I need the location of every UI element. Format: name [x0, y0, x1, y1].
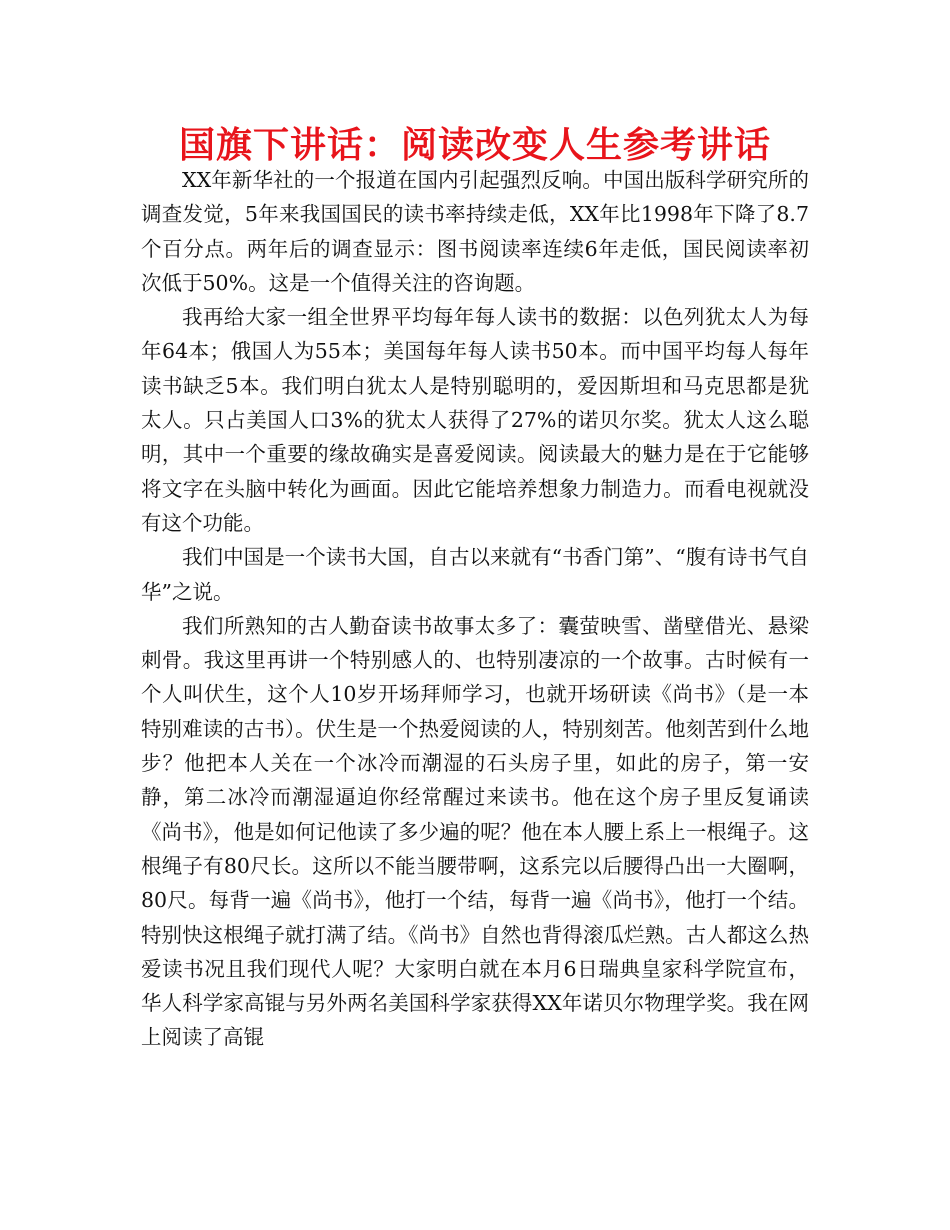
paragraph-2: 我再给大家一组全世界平均每年每人读书的数据：以色列犹太人为每年64本；俄国人为55本；美国每年每人读书50本。而中国平均每人每年读书缺乏5本。我们明白犹太人是特别聪明的，爱因斯坦和马克思都是犹太人。只占美国人口3%的犹太人获得了27%的诺贝尔奖。犹太人这么聪明，其中一个重要的缘故确实是喜爱阅读。阅读最大的魅力是在于它能够将文字在头脑中转化为画面。因此它能培养想象力制造力。而看电视就没有这个功能。 — [141, 305, 809, 535]
paragraph-3: 我们中国是一个读书大国，自古以来就有“书香门第”、“腹有诗书气自华”之说。 — [141, 545, 809, 604]
document-title: 国旗下讲话：阅读改变人生参考讲话 — [178, 125, 771, 166]
paragraph-4: 我们所熟知的古人勤奋读书故事太多了：囊萤映雪、凿壁借光、悬梁刺骨。我这里再讲一个特别感人的、也特别凄凉的一个故事。古时候有一个人叫伏生，这个人10岁开场拜师学习，也就开场研读《尚书》（是一本特别难读的古书）。伏生是一个热爱阅读的人，特别刻苦。他刻苦到什么地步？他把本人关在一个冰冷而潮湿的石头房子里，如此的房子，第一安静，第二冰冷而潮湿逼迫你经常醒过来读书。他在这个房子里反复诵读《尚书》，他是如何记他读了多少遍的呢？他在本人腰上系上一根绳子。这根绳子有80尺长。这所以不能当腰带啊，这系完以后腰得凸出一大圈啊，80尺。每背一遍《尚书》，他打一个结，每背一遍《尚书》，他打一个结。特别快这根绳子就打满了结。《尚书》自然也背得滚瓜烂熟。古人都这么热爱读书况且我们现代人呢？大家明白就在本月6日瑞典皇家科学院宣布，华人科学家高锟与另外两名美国科学家获得XX年诺贝尔物理学奖。我在网上阅读了高锟 — [141, 613, 809, 1050]
paragraph-1: XX年新华社的一个报道在国内引起强烈反响。中国出版科学研究所的调查发觉，5年来我国国民的读书率持续走低，XX年比1998年下降了8.7个百分点。两年后的调查显示：图书阅读率连续6年走低，国民阅读率初次低于50%。这是一个值得关注的咨询题。 — [141, 168, 809, 295]
document-body — [141, 163, 809, 1055]
